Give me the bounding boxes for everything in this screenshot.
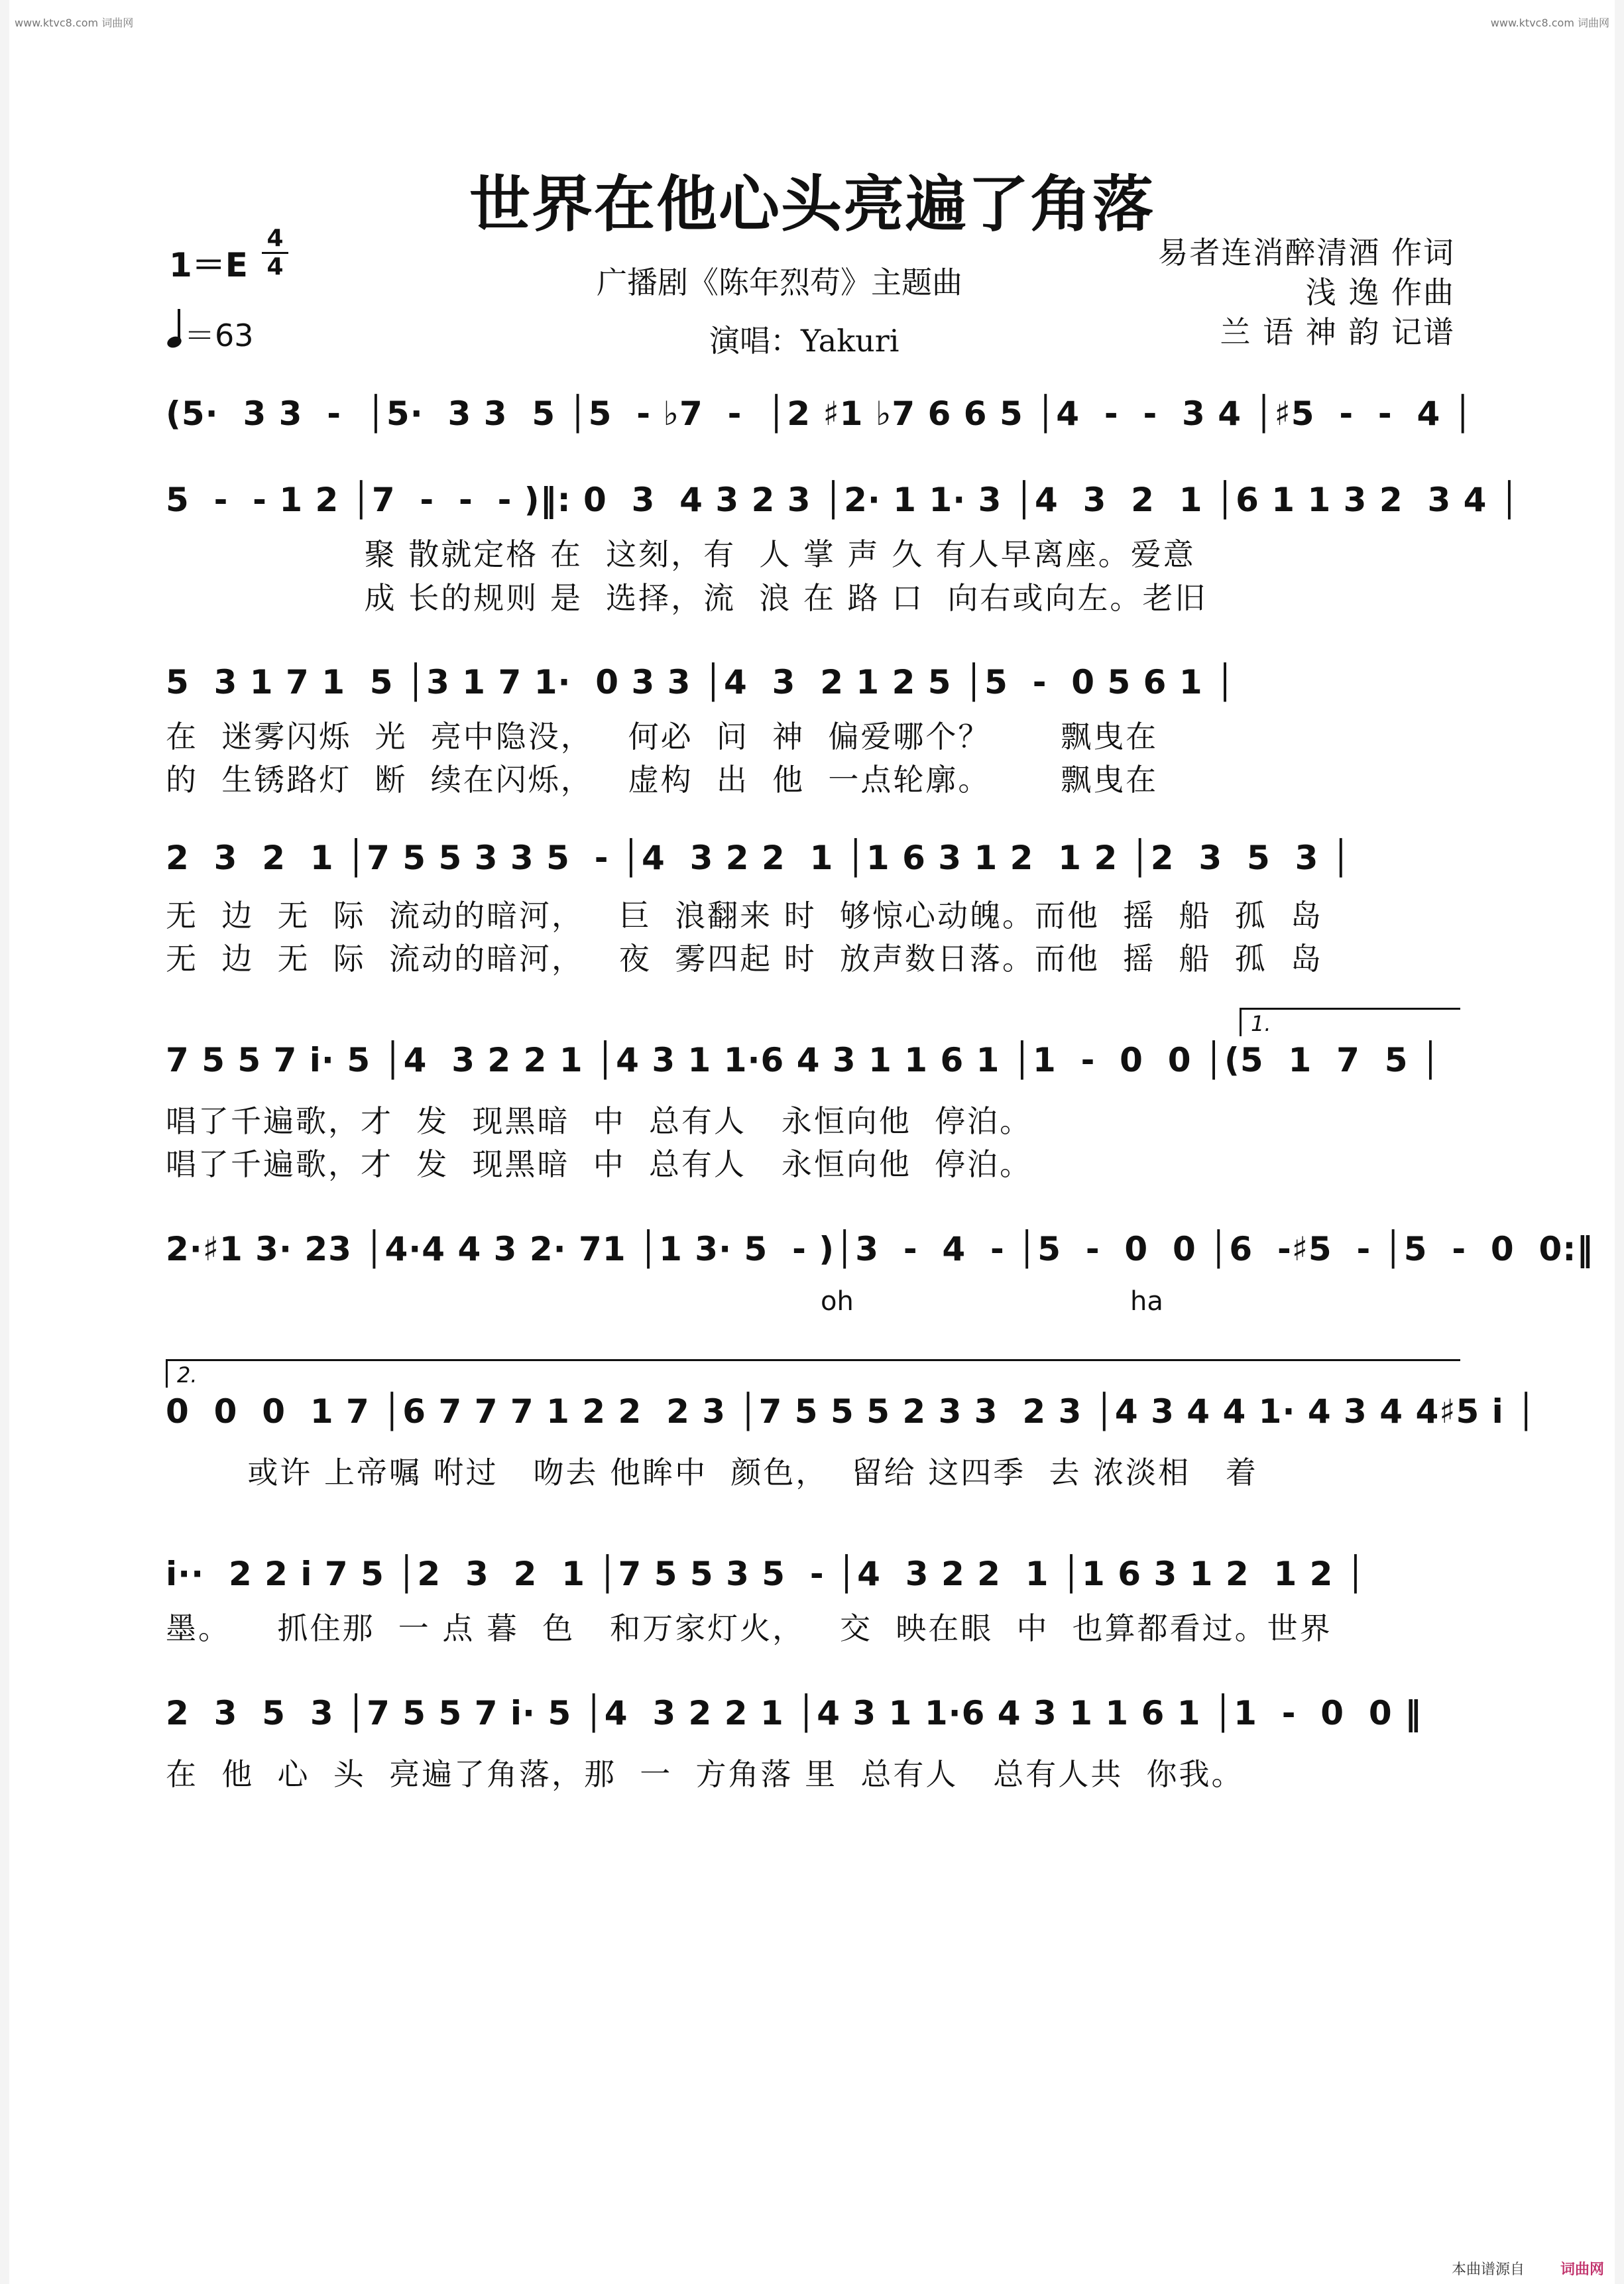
- credit-lyricist: 易者连消醉清酒 作词: [1157, 235, 1455, 270]
- lyric-line: 或许 上帝嘱 咐过 吻去 他眸中 颜色， 留给 这四季 去 浓淡相 着: [166, 1455, 1258, 1490]
- song-title: 世界在他心头亮遍了角落: [469, 168, 1155, 240]
- left-page-edge: [0, 0, 9, 2284]
- notation-line-7: 0 0 0 1 7 │6 7 7 7 1 2 2 2 3 │7 5 5 5 2 3 3 2 3 │4 3 4 4 1· 4 3 4 4♯5 i │: [166, 1392, 1537, 1431]
- watermark-top-right: www.ktvc8.com 词曲网: [1490, 17, 1609, 29]
- lyric-line: 唱了千遍歌，才 发 现黑暗 中 总有人 永恒向他 停泊。: [166, 1103, 1033, 1139]
- notation-line-4: 2 3 2 1 │7 5 5 3 3 5 - │4 3 2 2 1 │1 6 3 1 2 1 2 │2 3 5 3 │: [166, 839, 1352, 877]
- volta-second-ending: 2.: [166, 1359, 1460, 1388]
- lyric-line: 聚 散就定格 在 这刻，有 人 掌 声 久 有人早离座。爱意: [166, 536, 1196, 572]
- vocal-oh: oh: [821, 1286, 854, 1317]
- vocal-ha: ha: [1130, 1286, 1163, 1317]
- notation-line-8: i·· 2 2 i 7 5 │2 3 2 1 │7 5 5 3 5 - │4 3 2 2 1 │1 6 3 1 2 1 2 │: [166, 1555, 1366, 1593]
- notation-line-3: 5 3 1 7 1 5 │3 1 7 1· 0 3 3 │4 3 2 1 2 5 │5 - 0 5 6 1 │: [166, 663, 1236, 701]
- key-signature: 1＝E: [169, 246, 248, 284]
- lyric-line: 无 边 无 际 流动的暗河， 巨 浪翻来 时 够惊心动魄。而他 摇 船 孤 岛: [166, 898, 1323, 933]
- volta-first-ending: 1.: [1240, 1008, 1460, 1036]
- footer-source-label: 本曲谱源自: [1451, 2261, 1525, 2278]
- credit-composer: 浅 逸 作曲: [1305, 274, 1455, 310]
- quarter-note-icon: [166, 335, 183, 350]
- lyric-line: 在 他 心 头 亮遍了角落，那 一 方角落 里 总有人 总有人共 你我。: [166, 1756, 1244, 1792]
- lyric-line: 的 生锈路灯 断 续在闪烁， 虚构 出 他 一点轮廓。 飘曳在: [166, 762, 1159, 798]
- notation-line-1: (5· 3 3 - │5· 3 3 5 │5 - ♭7 - │2 ♯1 ♭7 6 6 5 │4 - - 3 4 │♯5 - - 4 │: [166, 394, 1474, 433]
- notation-line-6: 2·♯1 3· 23 │4·4 4 3 2· 71 │1 3· 5 - )│3 - 4 - │5 - 0 0 │6 -♯5 - │5 - 0 0:‖: [166, 1230, 1594, 1268]
- singer: 演唱：Yakuri: [709, 323, 899, 359]
- lyric-line: 唱了千遍歌，才 发 现黑暗 中 总有人 永恒向他 停泊。: [166, 1146, 1033, 1182]
- lyric-line: 成 长的规则 是 选择，流 浪 在 路 口 向右或向左。老旧: [166, 580, 1208, 616]
- time-signature: $\frac{4}{4}$: [262, 225, 288, 280]
- right-page-edge: [1615, 0, 1624, 2284]
- lyric-line: 无 边 无 际 流动的暗河， 夜 雾四起 时 放声数日落。而他 摇 船 孤 岛: [166, 941, 1323, 977]
- subtitle: 广播剧《陈年烈苟》主题曲: [597, 265, 962, 300]
- notation-line-2: 5 - - 1 2 │7 - - - )‖: 0 3 4 3 2 3 │2· 1 1· 3 │4 3 2 1 │6 1 1 3 2 3 4 │: [166, 481, 1520, 519]
- footer-site-label[interactable]: 词曲网: [1560, 2261, 1604, 2278]
- tempo-marking: ＝63: [167, 312, 254, 355]
- lyric-line: 在 迷雾闪烁 光 亮中隐没， 何必 问 神 偏爱哪个？ 飘曳在: [166, 719, 1159, 754]
- notation-line-9: 2 3 5 3 │7 5 5 7 i· 5 │4 3 2 2 1 │4 3 1 1·6 4 3 1 1 6 1 │1 - 0 0 ‖: [166, 1694, 1422, 1732]
- lyric-line: 墨。 抓住那 一 点 暮 色 和万家灯火， 交 映在眼 中 也算都看过。世界: [166, 1610, 1332, 1646]
- credit-transcriber: 兰 语 神 韵 记谱: [1220, 314, 1455, 350]
- watermark-top-left: www.ktvc8.com 词曲网: [15, 17, 134, 29]
- notation-line-5: 7 5 5 7 i· 5 │4 3 2 2 1 │4 3 1 1·6 4 3 1 1 6 1 │1 - 0 0 │(5 1 7 5 │: [166, 1041, 1442, 1079]
